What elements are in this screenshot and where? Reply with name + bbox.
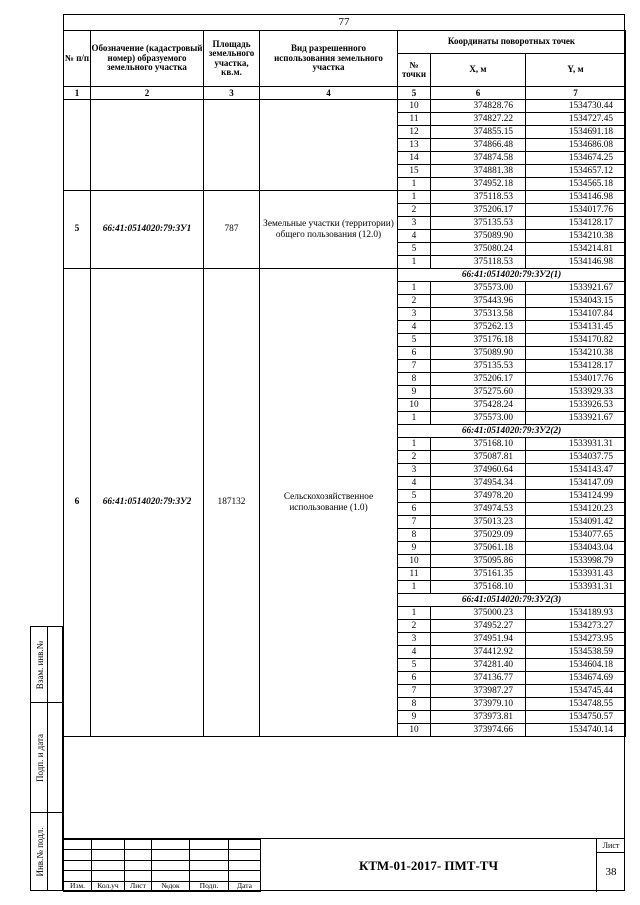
y-coordinate: 1534538.59 [526, 646, 626, 659]
side-label-inv: Инв.№ подл. [35, 826, 45, 877]
contour-title: 66:41:0514020:79:ЗУ2(3) [398, 594, 626, 607]
column-index: 4 [260, 87, 398, 100]
side-label-vzam: Взам. инв.№ [35, 640, 45, 689]
point-number: 8 [398, 698, 431, 711]
x-coordinate: 375206.17 [431, 204, 526, 217]
x-coordinate: 375118.53 [431, 256, 526, 269]
tb-label: Кол.уч [92, 881, 125, 891]
header-coords: Координаты поворотных точек [398, 31, 626, 54]
y-coordinate: 1533931.31 [526, 438, 626, 451]
x-coordinate: 375135.53 [431, 217, 526, 230]
y-coordinate: 1534674.69 [526, 672, 626, 685]
y-coordinate: 1534147.09 [526, 477, 626, 490]
point-number: 10 [398, 100, 431, 113]
y-coordinate: 1534017.76 [526, 204, 626, 217]
y-coordinate: 1534120.23 [526, 503, 626, 516]
point-number: 2 [398, 620, 431, 633]
header-y: Y, м [526, 54, 626, 87]
y-coordinate: 1533921.67 [526, 412, 626, 425]
x-coordinate: 374952.27 [431, 620, 526, 633]
parcel-num [64, 100, 91, 191]
x-coordinate: 375087.81 [431, 451, 526, 464]
column-index: 5 [398, 87, 431, 100]
side-block-podp [30, 703, 63, 813]
point-number: 1 [398, 282, 431, 295]
y-coordinate: 1534037.75 [526, 451, 626, 464]
table-row [64, 100, 626, 113]
point-number: 15 [398, 165, 431, 178]
tb-label: Подп. [190, 881, 229, 891]
parcel-num: 6 [64, 269, 91, 737]
point-number: 7 [398, 685, 431, 698]
point-number: 2 [398, 295, 431, 308]
x-coordinate: 373974.66 [431, 724, 526, 737]
y-coordinate: 1534740.14 [526, 724, 626, 737]
header-point: № точки [398, 54, 431, 87]
y-coordinate: 1534214.81 [526, 243, 626, 256]
point-number: 1 [398, 191, 431, 204]
y-coordinate: 1534131.45 [526, 321, 626, 334]
x-coordinate: 375080.24 [431, 243, 526, 256]
point-number: 9 [398, 542, 431, 555]
y-coordinate: 1534604.18 [526, 659, 626, 672]
x-coordinate: 374881.38 [431, 165, 526, 178]
point-number: 1 [398, 412, 431, 425]
y-coordinate: 1534143.47 [526, 464, 626, 477]
y-coordinate: 1534745.44 [526, 685, 626, 698]
x-coordinate: 375135.53 [431, 360, 526, 373]
y-coordinate: 1534691.18 [526, 126, 626, 139]
point-number: 3 [398, 308, 431, 321]
column-index: 6 [431, 87, 526, 100]
point-number: 9 [398, 711, 431, 724]
sheet-number: 38 [605, 866, 617, 878]
point-number: 5 [398, 243, 431, 256]
y-coordinate: 1534043.04 [526, 542, 626, 555]
x-coordinate: 375573.00 [431, 412, 526, 425]
x-coordinate: 375168.10 [431, 438, 526, 451]
y-coordinate: 1534170.82 [526, 334, 626, 347]
parcel-use [260, 100, 398, 191]
x-coordinate: 374960.64 [431, 464, 526, 477]
contour-header-row [64, 269, 626, 282]
y-coordinate: 1533998.79 [526, 555, 626, 568]
sheet-label: Лист [597, 839, 625, 853]
x-coordinate: 374827.22 [431, 113, 526, 126]
x-coordinate: 375013.23 [431, 516, 526, 529]
column-index: 1 [64, 87, 91, 100]
point-number: 8 [398, 373, 431, 386]
y-coordinate: 1533921.67 [526, 282, 626, 295]
point-number: 9 [398, 386, 431, 399]
x-coordinate: 374874.58 [431, 152, 526, 165]
y-coordinate: 1534043.15 [526, 295, 626, 308]
y-coordinate: 1534730.44 [526, 100, 626, 113]
point-number: 6 [398, 503, 431, 516]
header-cadastral: Обозначение (кадастровый номер) образуемого земельного участка [91, 31, 204, 87]
document-code: КТМ-01-2017- ПМТ-ТЧ [260, 839, 597, 892]
point-number: 1 [398, 178, 431, 191]
parcel-use: Сельскохозяйственное использование (1.0) [260, 269, 398, 737]
coordinates-table [63, 30, 626, 737]
point-number: 1 [398, 607, 431, 620]
parcel-cadastral: 66:41:0514020:79:ЗУ2 [91, 269, 204, 737]
x-coordinate: 374974.53 [431, 503, 526, 516]
page-number: 77 [338, 16, 350, 28]
x-coordinate: 375275.60 [431, 386, 526, 399]
table-body [64, 100, 626, 737]
point-number: 11 [398, 113, 431, 126]
point-number: 12 [398, 126, 431, 139]
y-coordinate: 1534565.18 [526, 178, 626, 191]
title-block [63, 838, 625, 892]
column-index-row [64, 87, 626, 100]
y-coordinate: 1534686.08 [526, 139, 626, 152]
point-number: 13 [398, 139, 431, 152]
tb-label: Дата [229, 881, 261, 891]
parcel-use: Земельные участки (территории) общего пользования (12.0) [260, 191, 398, 269]
y-coordinate: 1534128.17 [526, 217, 626, 230]
parcel-area [204, 100, 260, 191]
header-x: X, м [431, 54, 526, 87]
point-number: 1 [398, 581, 431, 594]
point-number: 3 [398, 633, 431, 646]
x-coordinate: 374136.77 [431, 672, 526, 685]
parcel-area: 187132 [204, 269, 260, 737]
y-coordinate: 1534091.42 [526, 516, 626, 529]
point-number: 2 [398, 451, 431, 464]
x-coordinate: 374412.92 [431, 646, 526, 659]
x-coordinate: 373973.81 [431, 711, 526, 724]
header-area: Площадь земельного участка, кв.м. [204, 31, 260, 87]
y-coordinate: 1534128.17 [526, 360, 626, 373]
y-coordinate: 1534273.27 [526, 620, 626, 633]
side-label-podp: Подп. и дата [35, 733, 45, 782]
point-number: 4 [398, 321, 431, 334]
y-coordinate: 1534273.95 [526, 633, 626, 646]
x-coordinate: 375176.18 [431, 334, 526, 347]
x-coordinate: 374866.48 [431, 139, 526, 152]
parcel-cadastral: 66:41:0514020:79:ЗУ1 [91, 191, 204, 269]
parcel-area: 787 [204, 191, 260, 269]
x-coordinate: 374828.76 [431, 100, 526, 113]
y-coordinate: 1534146.98 [526, 256, 626, 269]
x-coordinate: 375168.10 [431, 581, 526, 594]
y-coordinate: 1533926.53 [526, 399, 626, 412]
x-coordinate: 375095.86 [431, 555, 526, 568]
x-coordinate: 375161.35 [431, 568, 526, 581]
x-coordinate: 374954.34 [431, 477, 526, 490]
x-coordinate: 375089.90 [431, 347, 526, 360]
x-coordinate: 375443.96 [431, 295, 526, 308]
parcel-num: 5 [64, 191, 91, 269]
point-number: 7 [398, 360, 431, 373]
y-coordinate: 1533931.43 [526, 568, 626, 581]
point-number: 5 [398, 659, 431, 672]
x-coordinate: 374951.94 [431, 633, 526, 646]
point-number: 4 [398, 646, 431, 659]
x-coordinate: 374281.40 [431, 659, 526, 672]
y-coordinate: 1534189.93 [526, 607, 626, 620]
point-number: 4 [398, 230, 431, 243]
point-number: 10 [398, 724, 431, 737]
x-coordinate: 375089.90 [431, 230, 526, 243]
tb-label: Изм. [64, 881, 92, 891]
point-number: 4 [398, 477, 431, 490]
x-coordinate: 375118.53 [431, 191, 526, 204]
column-index: 7 [526, 87, 626, 100]
y-coordinate: 1534750.57 [526, 711, 626, 724]
x-coordinate: 375029.09 [431, 529, 526, 542]
contour-title: 66:41:0514020:79:ЗУ2(1) [398, 269, 626, 282]
point-number: 5 [398, 334, 431, 347]
header-num: № п/п [64, 31, 91, 87]
header-use: Вид разрешенного использования земельного участка [260, 31, 398, 87]
x-coordinate: 373979.10 [431, 698, 526, 711]
y-coordinate: 1533929.33 [526, 386, 626, 399]
point-number: 6 [398, 347, 431, 360]
point-number: 8 [398, 529, 431, 542]
y-coordinate: 1534107.84 [526, 308, 626, 321]
point-number: 10 [398, 555, 431, 568]
x-coordinate: 375206.17 [431, 373, 526, 386]
x-coordinate: 375313.58 [431, 308, 526, 321]
y-coordinate: 1534124.99 [526, 490, 626, 503]
x-coordinate: 374855.15 [431, 126, 526, 139]
x-coordinate: 375061.18 [431, 542, 526, 555]
x-coordinate: 373987.27 [431, 685, 526, 698]
point-number: 1 [398, 438, 431, 451]
y-coordinate: 1534017.76 [526, 373, 626, 386]
table-row [64, 191, 626, 204]
point-number: 1 [398, 256, 431, 269]
tb-label: №док [152, 881, 190, 891]
point-number: 7 [398, 516, 431, 529]
x-coordinate: 374978.20 [431, 490, 526, 503]
point-number: 14 [398, 152, 431, 165]
x-coordinate: 375428.24 [431, 399, 526, 412]
revision-grid [63, 839, 261, 892]
point-number: 5 [398, 490, 431, 503]
side-block-inv [30, 813, 63, 891]
point-number: 6 [398, 672, 431, 685]
x-coordinate: 374952.18 [431, 178, 526, 191]
tb-label: Лист [125, 881, 152, 891]
y-coordinate: 1534146.98 [526, 191, 626, 204]
column-index: 2 [91, 87, 204, 100]
table-header [64, 31, 626, 100]
y-coordinate: 1534077.65 [526, 529, 626, 542]
y-coordinate: 1533931.31 [526, 581, 626, 594]
parcel-cadastral [91, 100, 204, 191]
point-number: 3 [398, 217, 431, 230]
y-coordinate: 1534210.38 [526, 230, 626, 243]
side-block-vzam [30, 626, 63, 703]
y-coordinate: 1534727.45 [526, 113, 626, 126]
y-coordinate: 1534674.25 [526, 152, 626, 165]
sheet-box [597, 839, 625, 892]
x-coordinate: 375573.00 [431, 282, 526, 295]
point-number: 10 [398, 399, 431, 412]
point-number: 2 [398, 204, 431, 217]
y-coordinate: 1534657.12 [526, 165, 626, 178]
point-number: 3 [398, 464, 431, 477]
point-number: 11 [398, 568, 431, 581]
column-index: 3 [204, 87, 260, 100]
x-coordinate: 375262.13 [431, 321, 526, 334]
x-coordinate: 375000.23 [431, 607, 526, 620]
contour-title: 66:41:0514020:79:ЗУ2(2) [398, 425, 626, 438]
y-coordinate: 1534748.55 [526, 698, 626, 711]
y-coordinate: 1534210.38 [526, 347, 626, 360]
